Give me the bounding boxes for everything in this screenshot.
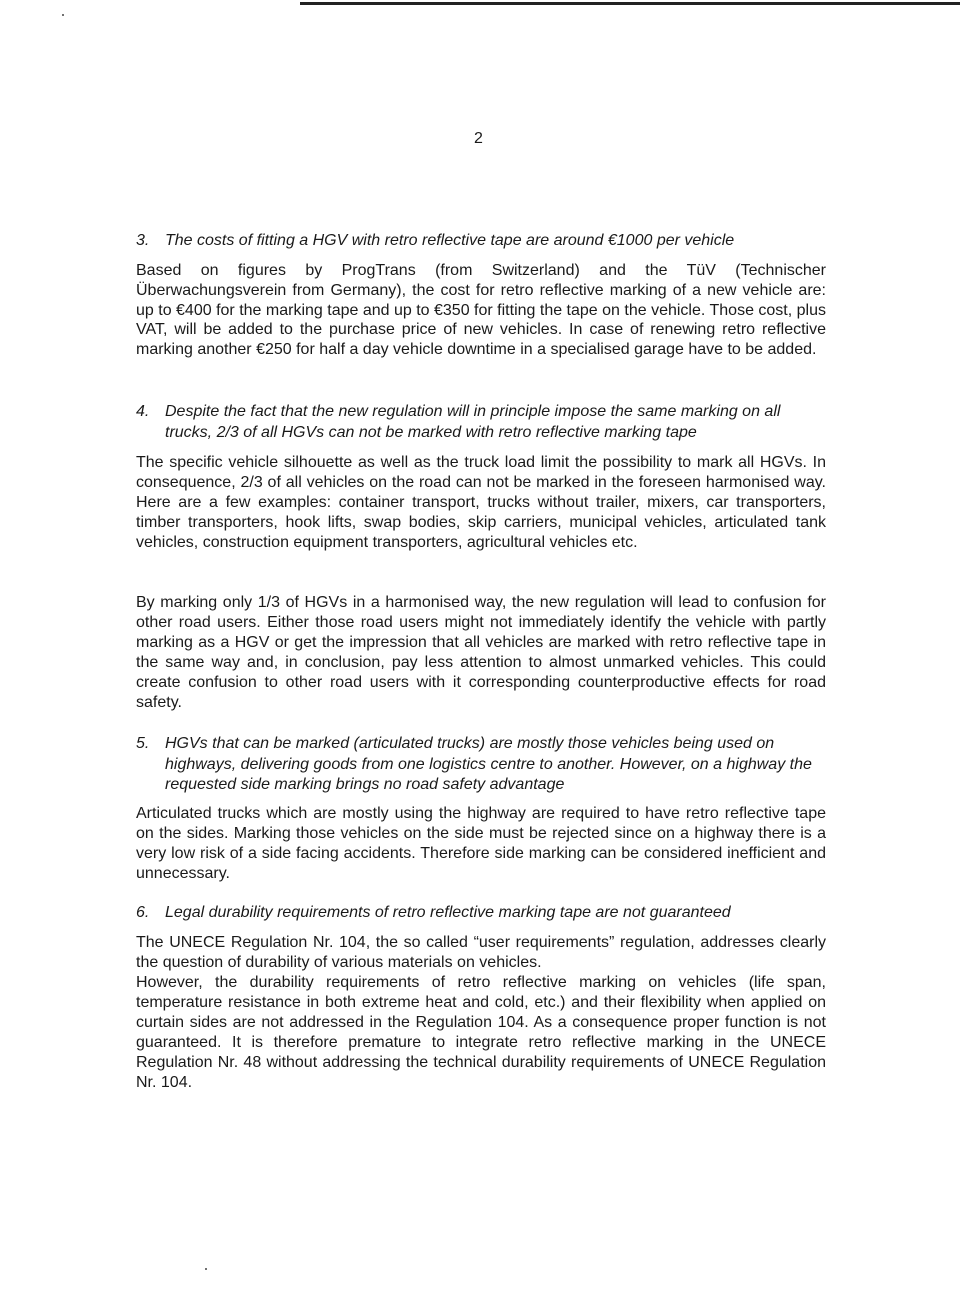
section-5-heading (136, 734, 828, 796)
section-6-paragraph-2: However, the durability requirements of retro reflective marking on vehicles (life span, temperature resistance in both extreme heat and cold, etc.) and their flexibility when applied on curtain sides are not addressed in the Regulation 104. As a consequence proper function is not guaranteed. It is therefore premature to integrate retro reflective marking in the UNECE Regulation Nr. 48 without addressing the technical durability requirements of UNECE Regulation Nr. 104. (136, 974, 826, 1091)
section-6-heading (136, 903, 828, 924)
section-3-number: 3. (136, 232, 150, 249)
section-4-paragraph-2: By marking only 1/3 of HGVs in a harmonised way, the new regulation will lead to confusion for other road users. Either those road users might not immediately identify the vehicle with partly marking as a HGV or get the impression that all vehicles are marked with retro reflective tape in the same way and, in conclusion, pay less attention to almost unmarked vehicles. This could create confusion to other road users with it corresponding counterproductive effects for road safety. (136, 594, 826, 711)
page-number: 2 (474, 130, 483, 147)
section-5-paragraph-1: Articulated trucks which are mostly using the highway are required to have retro reflective tape on the sides. Marking those vehicles on the side must be rejected since on a highway there is a very low risk of a side facing accidents. Therefore side marking can be considered inefficient and unnecessary. (136, 805, 826, 882)
scan-speck (205, 1268, 207, 1270)
section-6-number: 6. (136, 904, 150, 921)
section-4-heading-text: Despite the fact that the new regulation will in principle impose the same marking on all trucks, 2/3 of all HGVs can not be marked with retro reflective marking tape (165, 403, 781, 441)
section-3-heading (136, 231, 828, 252)
section-5-number: 5. (136, 735, 150, 752)
section-6-paragraph-1: The UNECE Regulation Nr. 104, the so called “user requirements” regulation, addresses clearly the question of durability of various materials on vehicles. (136, 934, 826, 971)
section-4-number: 4. (136, 403, 150, 420)
section-5-heading-text: HGVs that can be marked (articulated trucks) are mostly those vehicles being used on highways, delivering goods from one logistics centre to another. However, on a highway the requested side marking brings no road safety advantage (165, 735, 812, 793)
section-3-paragraph-1: Based on figures by ProgTrans (from Switzerland) and the TüV (Technischer Überwachungsverein from Germany), the cost for retro reflective marking of a new vehicle are: up to €400 for the marking tape and up to €350 for fitting the tape on the vehicle. Those cost, plus VAT, will be added to the purchase price of new vehicles. In case of renewing retro reflective marking another €250 for half a day vehicle downtime in a specialised garage have to be added. (136, 262, 826, 359)
section-6-heading-text: Legal durability requirements of retro reflective marking tape are not guaranteed (165, 904, 731, 921)
scan-border-line (300, 2, 960, 5)
section-4-paragraph-1: The specific vehicle silhouette as well as the truck load limit the possibility to mark all HGVs. In consequence, 2/3 of all vehicles on the road can not be marked in the foreseen harmonised way. Here are a few examples: container transport, trucks without trailer, mixers, car transporters, timber transporters, hook lifts, swap bodies, skip carriers, municipal vehicles, articulated tank vehicles, construction equipment transporters, agricultural vehicles etc. (136, 454, 826, 551)
section-4-heading (136, 402, 828, 443)
section-3-heading-text: The costs of fitting a HGV with retro reflective tape are around €1000 per vehicle (165, 232, 735, 249)
scan-speck (62, 14, 64, 16)
